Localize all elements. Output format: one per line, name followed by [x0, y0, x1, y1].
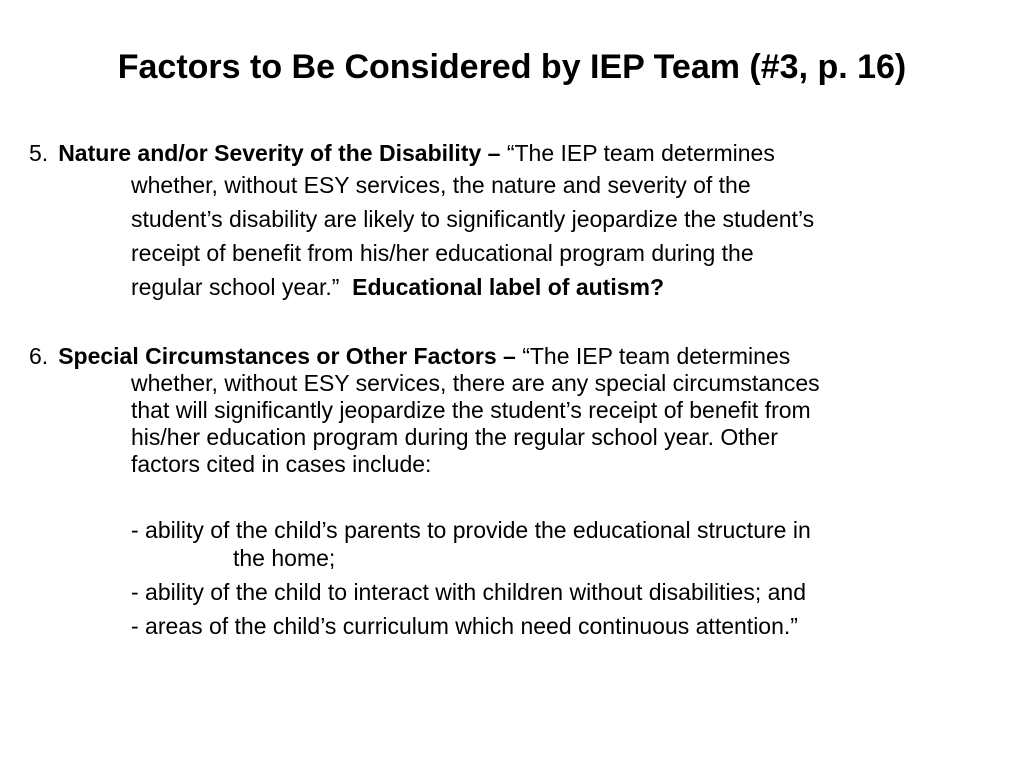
- factor-item-6: [29, 342, 999, 478]
- factor-5-text-line3: student’s disability are likely to significantly jeopardize the student’s: [131, 206, 815, 232]
- factor-6-text-line4: his/her education program during the regular school year. Other: [131, 424, 778, 450]
- factor-6-text-line2: whether, without ESY services, there are any special circumstances: [131, 370, 820, 396]
- factor-6-first-line: [29, 342, 999, 370]
- factor-5-text-line1: “The IEP team determines: [506, 140, 775, 166]
- factor-list-item-1-line1: - ability of the child’s parents to provide the educational structure in: [131, 517, 811, 543]
- factor-5-emphasis: Educational label of autism?: [352, 274, 664, 300]
- factor-list-item-1-line2: the home;: [233, 545, 336, 571]
- factor-item-5: [29, 138, 999, 304]
- factor-list-item-2: - ability of the child to interact with children without disabilities; and: [131, 579, 807, 605]
- factor-6-text-line5: factors cited in cases include:: [131, 451, 432, 477]
- factor-list: [131, 516, 1001, 640]
- factor-5-last-line: [29, 270, 999, 304]
- factor-5-text-line2: whether, without ESY services, the nature and severity of the: [131, 172, 751, 198]
- factor-list-item-3: - areas of the child’s curriculum which need continuous attention.”: [131, 613, 798, 639]
- factor-5-first-line: [29, 138, 999, 168]
- factor-6-text-line1: “The IEP team determines: [522, 343, 791, 369]
- factor-5-heading: Nature and/or Severity of the Disability –: [58, 140, 501, 166]
- factor-5-number: 5.: [29, 140, 49, 166]
- factor-5-text-line5: regular school year.”: [131, 274, 340, 300]
- factor-5-text-line4: receipt of benefit from his/her educational program during the: [131, 240, 754, 266]
- slide-title: Factors to Be Considered by IEP Team (#3, p. 16): [117, 48, 907, 86]
- factor-6-heading: Special Circumstances or Other Factors –: [58, 343, 516, 369]
- factor-list-item: [131, 516, 1001, 572]
- factor-6-number: 6.: [29, 343, 49, 369]
- factor-6-text-line3: that will significantly jeopardize the student’s receipt of benefit from: [131, 397, 811, 423]
